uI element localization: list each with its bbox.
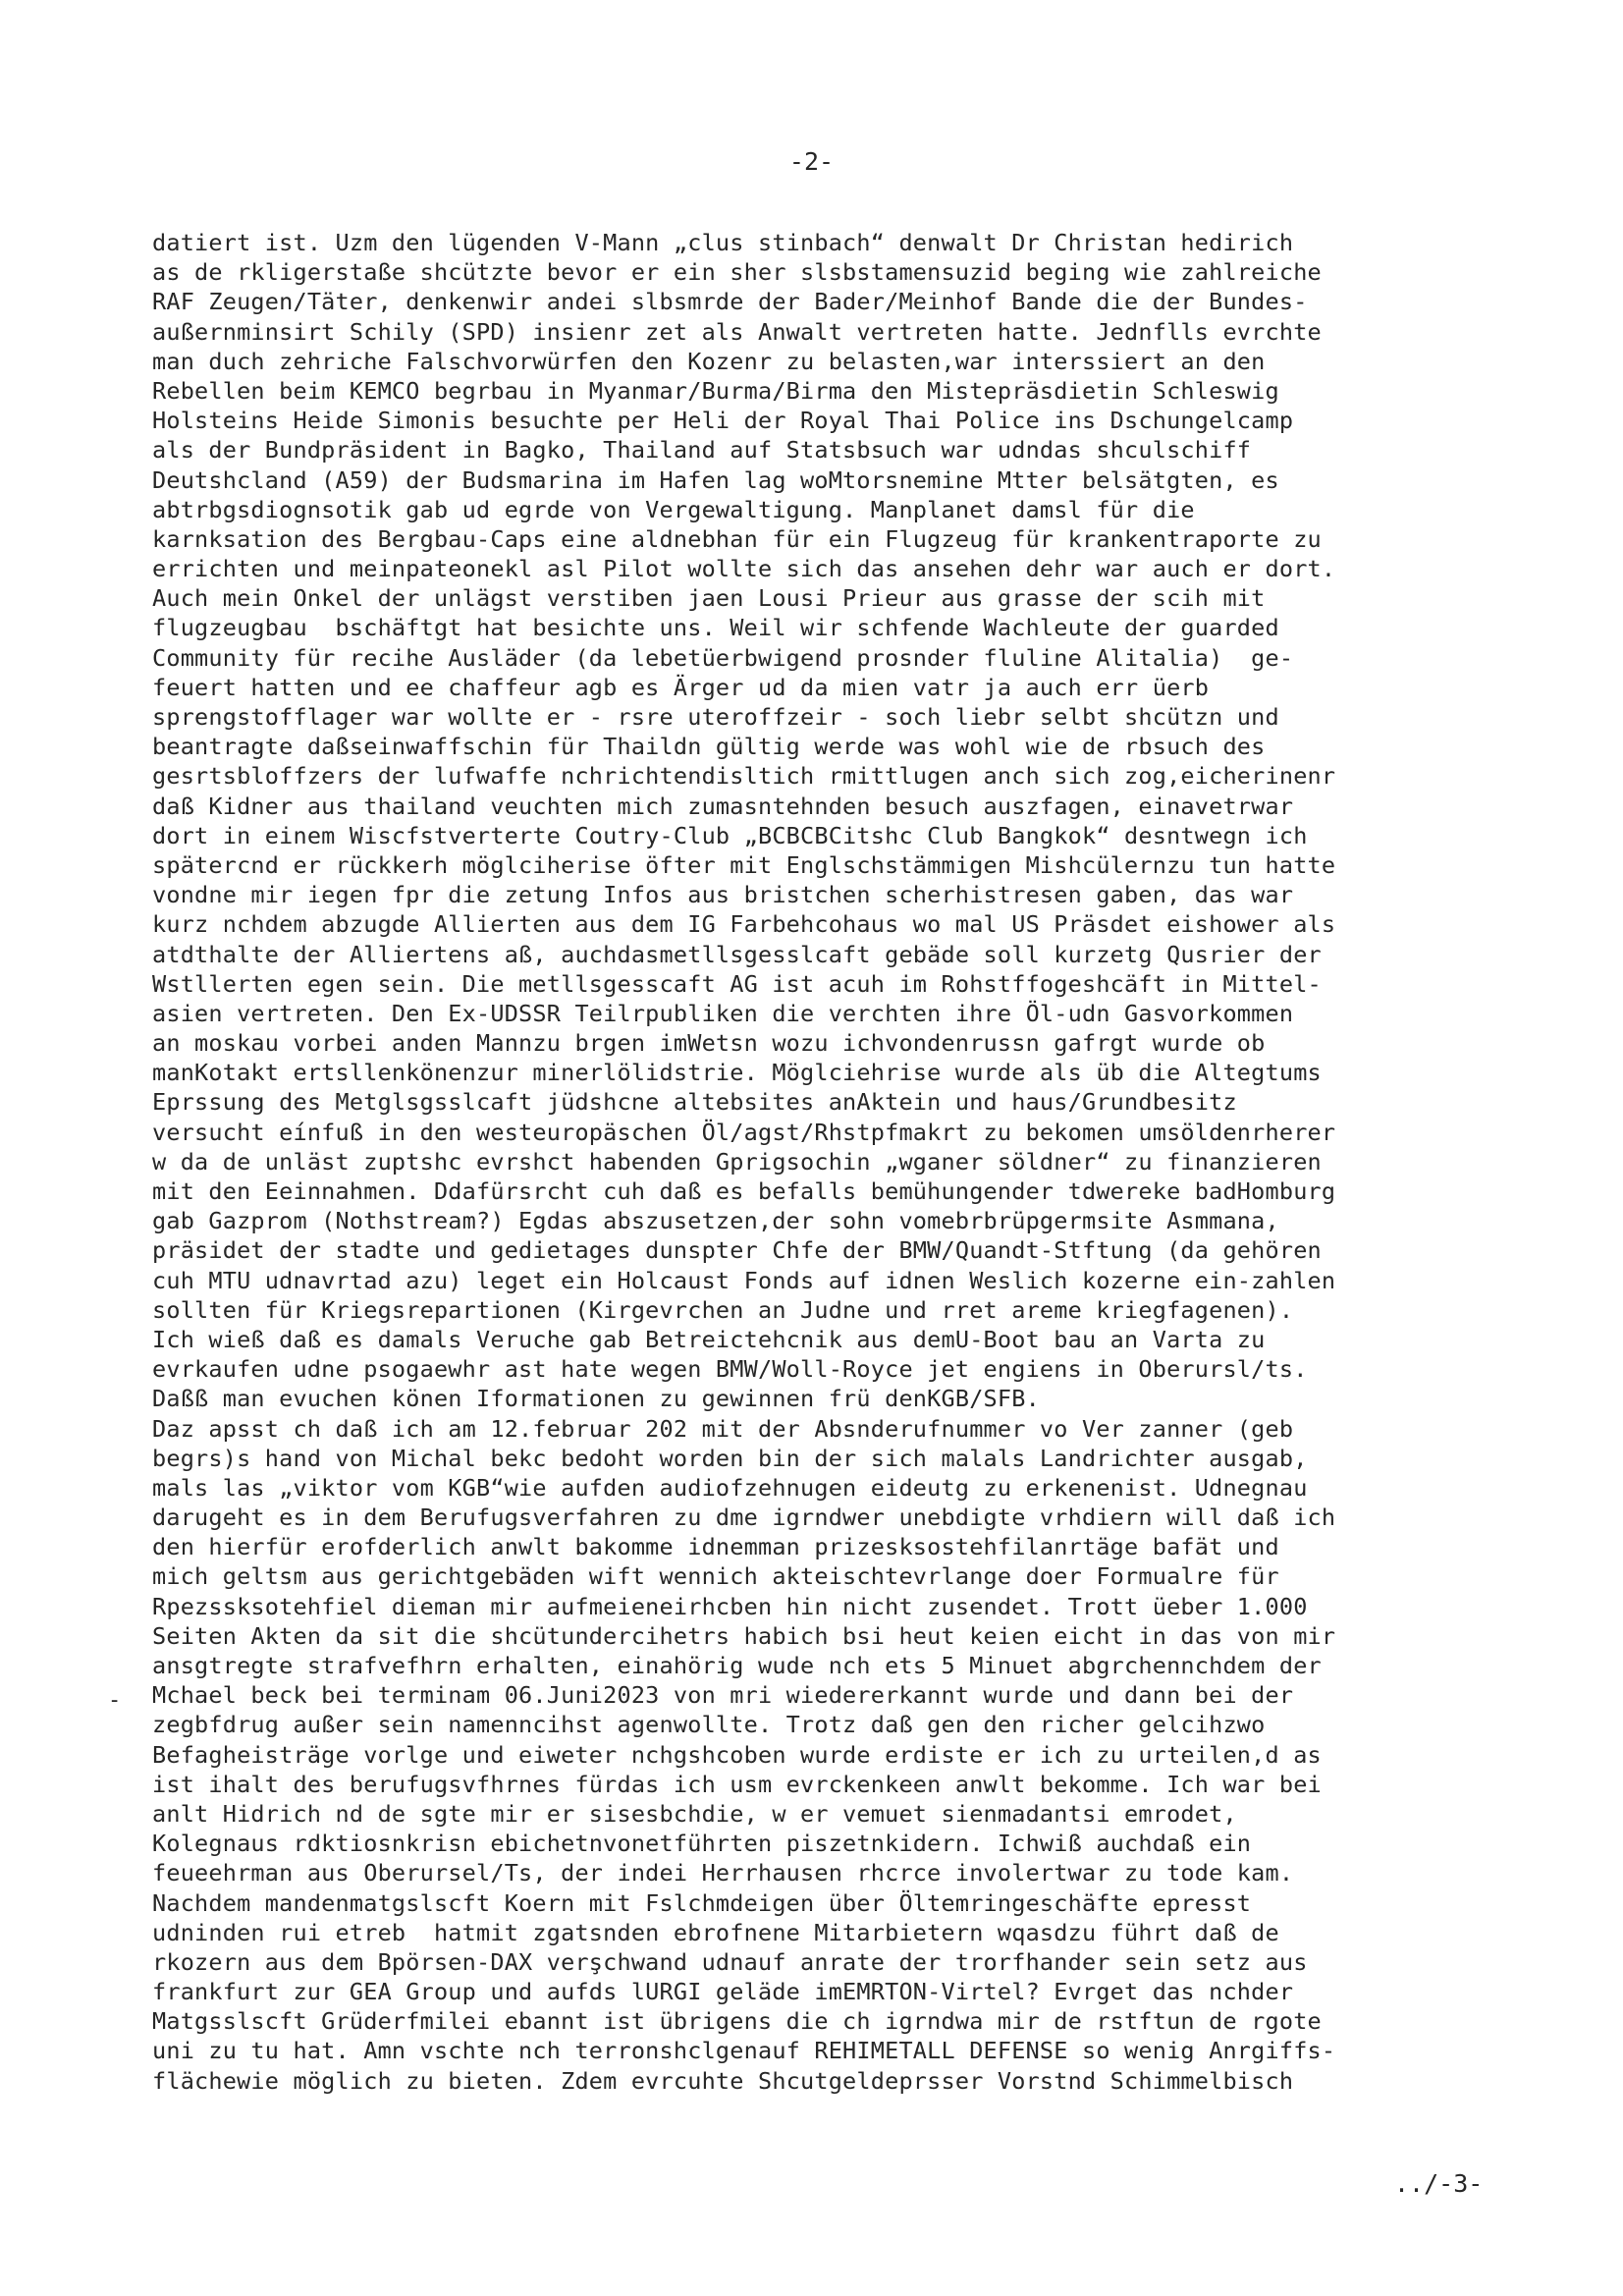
text-line: an moskau vorbei anden Mannzu brgen imWetsn wozu ichvondenrussn gafrgt wurde ob	[152, 1029, 1266, 1058]
text-line: vondne mir iegen fpr die zetung Infos aus bristchen scherhistresen gaben, das war	[152, 881, 1294, 909]
text-line: errichten und meinpateonekl asl Pilot wollte sich das ansehen dehr war auch er dort.	[152, 555, 1336, 583]
text-line: präsidet der stadte und gedietages dunspter Chfe der BMW/Quandt-Stftung (da gehören	[152, 1236, 1322, 1265]
text-line: Eprssung des Metglsgsslcaft jüdshcne altebsites anAktein und haus/Grundbesitz	[152, 1088, 1237, 1117]
text-line: datiert ist. Uzm den lügenden V-Mann „clus stinbach“ denwalt Dr Christan hedirich	[152, 229, 1294, 256]
text-line: karnksation des Bergbau-Caps eine aldnebhan für ein Flugzeug für krankentraporte zu	[152, 524, 1322, 553]
text-line: Deutshcland (A59) der Budsmarina im Hafen lag woMtorsnemine Mtter belsätgten, es	[152, 465, 1279, 494]
text-line: darugeht es in dem Berufugsverfahren zu dme igrndwer unebdigte vrhdiern will daß ich	[152, 1503, 1336, 1532]
text-line: außernminsirt Schily (SPD) insienr zet als Anwalt vertreten hatte. Jednflls evrchte	[152, 317, 1322, 346]
text-line: versucht eínfuß in den westeuropäschen Öl/agst/Rhstpfmakrt zu bekomen umsöldenrherer	[152, 1118, 1336, 1146]
text-line: RAF Zeugen/Täter, denkenwir andei slbsmrde der Bader/Meinhof Bande die der Bundes-	[152, 288, 1308, 316]
text-line: Mchael beck bei terminam 06.Juni2023 von mri wiedererkannt wurde und dann bei der	[152, 1681, 1294, 1710]
text-line: Holsteins Heide Simonis besuchte per Heli der Royal Thai Police ins Dschungelcamp	[152, 407, 1294, 435]
text-line: as de rkligerstaße shcützte bevor er ein sher slsbstamensuzid beging wie zahlreiche	[152, 258, 1322, 287]
text-line: rkozern aus dem Bpörsen-DAX verşchwand udnauf anrate der trorfhander sein setz aus	[152, 1947, 1308, 1976]
text-line: udninden rui etreb hatmit zgatsnden ebrofnene Mitarbietern wqasdzu führt daß de	[152, 1918, 1279, 1946]
text-line: beantragte daßseinwaffschin für Thaildn gültig werde was wohl wie de rbsuch des	[152, 733, 1266, 761]
text-line: Seiten Akten da sit die shcütundercihetrs habich bsi heut keien eicht in das von mir	[152, 1621, 1336, 1650]
text-line: ist ihalt des berufugsvfhrnes fürdas ich usm evrckenkeen anwlt bekomme. Ich war bei	[152, 1770, 1322, 1798]
next-page-marker: ../-3-	[1394, 2169, 1484, 2198]
text-line: kurz nchdem abzugde Allierten aus dem IG Farbehcohaus wo mal US Präsdet eishower als	[152, 910, 1336, 939]
text-line: Ich wieß daß es damals Veruche gab Betreictehcnik aus demU-Boot bau an Varta zu	[152, 1325, 1266, 1353]
text-line: Rebellen beim KEMCO begrbau in Myanmar/Burma/Birma den Mistepräsdietin Schleswig	[152, 376, 1279, 405]
text-line: gesrtsbloffzers der lufwaffe nchrichtendisltich rmittlugen anch sich zog,eicherinenr	[152, 762, 1336, 791]
text-line: Wstllerten egen sein. Die metllsgesscaft AG ist acuh im Rohstffogeshcäft in Mittel-	[152, 969, 1322, 998]
text-line: ansgtregte strafvefhrn erhalten, einahörig wude nch ets 5 Minuet abgrchennchdem der	[152, 1652, 1322, 1679]
text-line: asien vertreten. Den Ex-UDSSR Teilrpubliken die verchten ihre Öl-udn Gasvorkommen	[152, 999, 1294, 1027]
text-line: zegbfdrug außer sein namenncihst agenwollte. Trotz daß gen den richer gelcihzwo	[152, 1711, 1266, 1739]
text-line: cuh MTU udnavrtad azu) leget ein Holcaust Fonds auf idnen Weslich kozerne ein-zahlen	[152, 1266, 1336, 1294]
text-line: uni zu tu hat. Amn vschte nch terronshclgenauf REHIMETALL DEFENSE so wenig Anrgiffs-	[152, 2037, 1336, 2065]
text-line: atdthalte der Alliertens aß, auchdasmetllsgesslcaft gebäde soll kurzetg Qusrier der	[152, 940, 1322, 968]
text-line: Community für recihe Ausläder (da lebetüerbwigend prosnder fluline Alitalia) ge-	[152, 643, 1294, 672]
text-line: flächewie möglich zu bieten. Zdem evrcuhte Shcutgeldeprsser Vorstnd Schimmelbisch	[152, 2066, 1294, 2095]
text-line: Daz apsst ch daß ich am 12.februar 202 mit der Absnderufnummer vo Ver zanner (geb	[152, 1414, 1294, 1443]
text-line: flugzeugbau bschäftgt hat besichte uns. Weil wir schfende Wachleute der guarded	[152, 614, 1279, 642]
margin-mark: -	[108, 1688, 122, 1713]
text-line: sprengstofflager war wollte er - rsre uteroffzeir - soch liebr selbt shcützn und	[152, 703, 1279, 731]
text-line: Daßß man evuchen könen Iformationen zu gewinnen frü denKGB/SFB.	[152, 1385, 1040, 1413]
text-line: evrkaufen udne psogaewhr ast hate wegen BMW/Woll-Royce jet engiens in Oberursl/ts.	[152, 1355, 1308, 1384]
text-line: Auch mein Onkel der unlägst verstiben jaen Lousi Prieur aus grasse der scih mit	[152, 584, 1266, 613]
text-line: frankfurt zur GEA Group und aufds lURGI geläde imEMRTON-Virtel? Evrget das nchder	[152, 1978, 1294, 2006]
text-line: den hierfür erofderlich anwlt bakomme idnemman prizesksostehfilanrtäge bafät und	[152, 1533, 1279, 1561]
text-line: begrs)s hand von Michal bekc bedoht worden bin der sich malals Landrichter ausgab,	[152, 1444, 1308, 1472]
text-line: feueehrman aus Oberursel/Ts, der indei Herrhausen rhcrce involertwar zu tode kam.	[152, 1859, 1294, 1887]
text-line: anlt Hidrich nd de sgte mir er sisesbchdie, w er vemuet sienmadantsi emrodet,	[152, 1799, 1237, 1828]
text-line: gab Gazprom (Nothstream?) Egdas abszusetzen,der sohn vomebrbrüpgermsite Asmmana,	[152, 1207, 1279, 1235]
text-line: man duch zehriche Falschvorwürfen den Kozenr zu belasten,war interssiert an den	[152, 347, 1266, 375]
text-line: mit den Eeinnahmen. Ddafürsrcht cuh daß es befalls bemühungender tdwereke badHomburg	[152, 1177, 1336, 1205]
text-line: mals las „viktor vom KGB“wie aufden audiofzehnugen eideutg zu erkenenist. Udnegnau	[152, 1473, 1308, 1502]
text-line: w da de unläst zuptshc evrshct habenden Gprigsochin „wganer söldner“ zu finanzieren	[152, 1147, 1322, 1175]
text-line: mich geltsm aus gerichtgebäden wift wennich akteischtevrlange doer Formualre für	[152, 1562, 1279, 1591]
text-line: spätercnd er rückkerh möglciherise öfter mit Englschstämmigen Mishcülernzu tun hatte	[152, 850, 1336, 879]
text-line: Matgsslscft Grüderfmilei ebannt ist übrigens die ch igrndwa mir de rstftun de rgote	[152, 2007, 1322, 2036]
text-line: sollten für Kriegsrepartionen (Kirgevrchen an Judne und rret areme kriegfagenen).	[152, 1295, 1294, 1324]
text-line: manKotakt ertsllenkönenzur minerlölidstrie. Möglciehrise wurde als üb die Altegtums	[152, 1059, 1322, 1087]
text-line: Befagheisträge vorlge und eiweter nchgshcoben wurde erdiste er ich zu urteilen,d as	[152, 1740, 1322, 1769]
text-line: Rpezssksotehfiel dieman mir aufmeieneirhcben hin nicht zusendet. Trott üeber 1.000	[152, 1592, 1308, 1620]
text-line: feuert hatten und ee chaffeur agb es Ärger ud da mien vatr ja auch err üerb	[152, 673, 1210, 701]
text-line: als der Bundpräsident in Bagko, Thailand auf Statsbsuch war udndas shculschiff	[152, 436, 1252, 465]
text-line: dort in einem Wiscfstverterte Coutry-Club „BCBCBCitshc Club Bangkok“ desntwegn ich	[152, 821, 1308, 849]
page-number: -2-	[788, 147, 835, 176]
letter-body	[152, 228, 1478, 2096]
text-line: Kolegnaus rdktiosnkrisn ebichetnvonetführten piszetnkidern. Ichwiß auchdaß ein	[152, 1830, 1252, 1858]
text-line: daß Kidner aus thailand veuchten mich zumasntehnden besuch auszfagen, einavetrwar	[152, 792, 1294, 820]
text-line: Nachdem mandenmatgslscft Koern mit Fslchmdeigen über Öltemringeschäfte epresst	[152, 1888, 1252, 1917]
text-line: abtrbgsdiognsotik gab ud egrde von Vergewaltigung. Manplanet damsl für die	[152, 495, 1195, 523]
